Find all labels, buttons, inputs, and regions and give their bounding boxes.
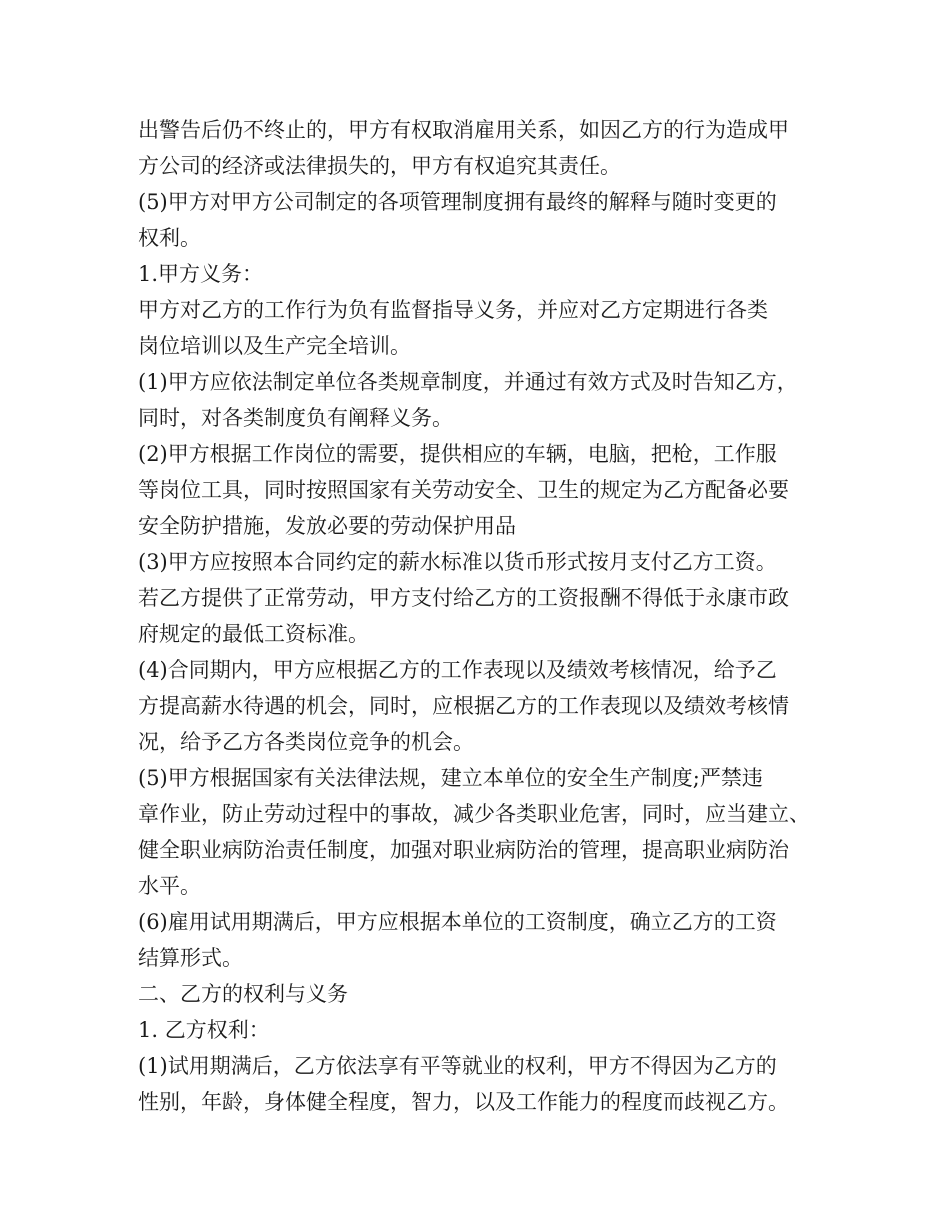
text-line: (5)甲方根据国家有关法律法规，建立本单位的安全生产制度;严禁违 (138, 766, 763, 790)
text-line: 性别，年龄，身体健全程度，智力，以及工作能力的程度而歧视乙方。 (138, 1090, 789, 1114)
text-line: (5)甲方对甲方公司制定的各项管理制度拥有最终的解释与随时变更的 (138, 190, 777, 214)
text-line: (1)甲方应依法制定单位各类规章制度，并通过有效方式及时告知乙方， (138, 370, 798, 394)
text-line: 结算形式。 (138, 946, 243, 970)
text-line: (1)试用期满后，乙方依法享有平等就业的权利，甲方不得因为乙方的 (138, 1054, 777, 1078)
text-line: 况，给予乙方各类岗位竞争的机会。 (138, 730, 474, 754)
text-line: 若乙方提供了正常劳动，甲方支付给乙方的工资报酬不得低于永康市政 (138, 586, 789, 610)
text-line: 章作业，防止劳动过程中的事故，减少各类职业危害，同时，应当建立、 (138, 802, 810, 826)
text-line: 出警告后仍不终止的，甲方有权取消雇用关系，如因乙方的行为造成甲 (138, 118, 789, 142)
text-line: (3)甲方应按照本合同约定的薪水标准以货币形式按月支付乙方工资。 (138, 550, 777, 574)
text-line: 权利。 (138, 226, 201, 250)
text-line: 二、乙方的权利与义务 (138, 982, 348, 1006)
text-line: 甲方对乙方的工作行为负有监督指导义务，并应对乙方定期进行各类 (138, 298, 768, 322)
text-line: 健全职业病防治责任制度，加强对职业病防治的管理，提高职业病防治 (138, 838, 789, 862)
text-line: 方提高薪水待遇的机会，同时，应根据乙方的工作表现以及绩效考核情 (138, 694, 789, 718)
text-line: 同时，对各类制度负有阐释义务。 (138, 406, 453, 430)
text-line: 岗位培训以及生产完全培训。 (138, 334, 411, 358)
text-line: (6)雇用试用期满后，甲方应根据本单位的工资制度，确立乙方的工资 (138, 910, 777, 934)
text-line: (4)合同期内，甲方应根据乙方的工作表现以及绩效考核情况，给予乙 (138, 658, 777, 682)
text-line: 方公司的经济或法律损失的，甲方有权追究其责任。 (138, 154, 621, 178)
document-body (138, 112, 828, 1120)
text-line: 等岗位工具，同时按照国家有关劳动安全、卫生的规定为乙方配备必要 (138, 478, 789, 502)
text-line: 1.甲方义务： (138, 262, 264, 286)
text-line: 水平。 (138, 874, 201, 898)
text-line: 1. 乙方权利： (138, 1018, 270, 1042)
text-line: 府规定的最低工资标准。 (138, 622, 369, 646)
text-line: 安全防护措施，发放必要的劳动保护用品 (138, 514, 516, 538)
text-line: (2)甲方根据工作岗位的需要，提供相应的车辆，电脑，把枪，工作服 (138, 442, 777, 466)
